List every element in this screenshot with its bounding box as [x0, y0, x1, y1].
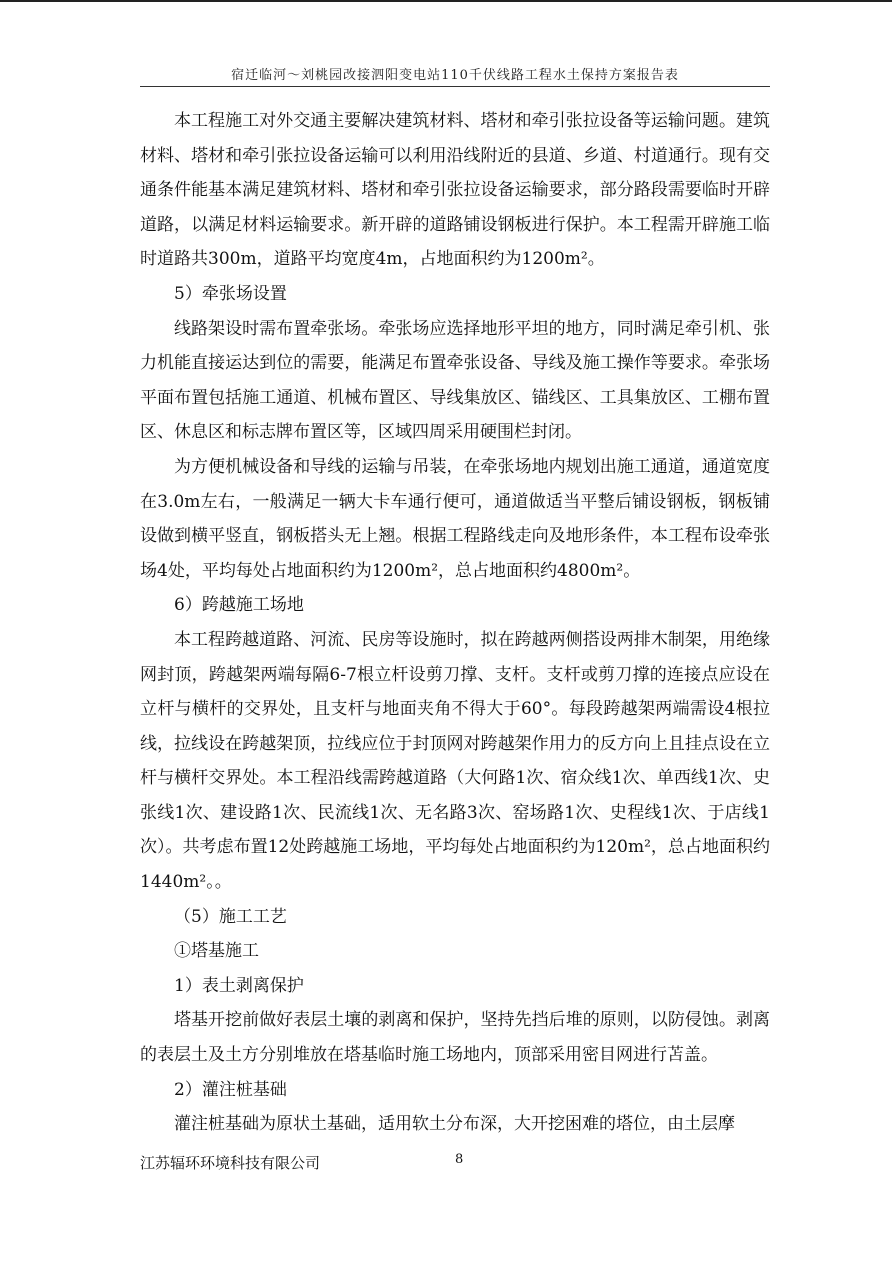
footer-company: 江苏辐环环境科技有限公司 — [140, 1154, 321, 1172]
paragraph-tension-field-layout: 线路架设时需布置牵张场。牵张场应选择地形平坦的地方，同时满足牵引机、张力机能直接运达到位的需要，能满足布置牵张设备、导线及施工操作等要求。牵张场平面布置包括施工通道、机械布置区、导线集放区、锚线区、工具集放区、工棚布置区、休息区和标志牌布置区等，区域四周采用硬围栏封闭。 — [140, 318, 770, 443]
paragraph-topsoil-stripping: 塔基开挖前做好表层土壤的剥离和保护，坚持先挡后堆的原则，以防侵蚀。剥离的表层土及土方分别堆放在塔基临时施工场地内，顶部采用密目网进行苫盖。 — [140, 1010, 770, 1066]
paragraph-crossing-site: 本工程跨越道路、河流、民房等设施时，拟在跨越两侧搭设两排木制架，用绝缘网封顶，跨越架两端每隔6-7根立杆设剪刀撑、支杆。支杆或剪刀撑的连接点应设在立杆与横杆的交界处，且支杆与地面夹角不得大于60°。每段跨越架两端需设4根拉线，拉线设在跨越架顶，拉线应位于封顶网对跨越架作用力的反方向上且挂点设在立杆与横杆交界处。本工程沿线需跨越道路（大何路1次、宿众线1次、单西线1次、史张线1次、建设路1次、民流线1次、无名路3次、窑场路1次、史程线1次、于店线1次）。共考虑布置12处跨越施工场地，平均每处占地面积约为120m²，总占地面积约1440m²。。 — [140, 629, 770, 893]
document-body — [140, 104, 770, 1142]
header-rule — [140, 86, 770, 87]
paragraph-cast-in-place-pile: 灌注桩基础为原状土基础，适用软土分布深，大开挖困难的塔位，由土层摩 — [174, 1114, 735, 1135]
heading-tower-foundation: ①塔基施工 — [174, 941, 259, 962]
heading-construction-process: （5）施工工艺 — [174, 906, 287, 927]
page-top-border — [0, 0, 892, 2]
paragraph-traffic: 本工程施工对外交通主要解决建筑材料、塔材和牵引张拉设备等运输问题。建筑材料、塔材和牵引张拉设备运输可以利用沿线附近的县道、乡道、村道通行。现有交通条件能基本满足建筑材料、塔材和牵引张拉设备运输要求，部分路段需要临时开辟道路，以满足材料运输要求。新开辟的道路铺设钢板进行保护。本工程需开辟施工临时道路共300m，道路平均宽度4m，占地面积约为1200m²。 — [140, 111, 770, 270]
paragraph-tension-field-access: 为方便机械设备和导线的运输与吊装，在牵张场地内规划出施工通道，通道宽度在3.0m左右，一般满足一辆大卡车通行便可，通道做适当平整后铺设钢板，钢板铺设做到横平竖直，钢板搭头无上翘。根据工程路线走向及地形条件，本工程布设牵张场4处，平均每处占地面积约为1200m²，总占地面积约4800m²。 — [140, 456, 770, 581]
heading-tension-field: 5）牵张场设置 — [174, 283, 287, 304]
heading-crossing-site: 6）跨越施工场地 — [174, 595, 304, 616]
heading-topsoil-stripping: 1）表土剥离保护 — [174, 975, 304, 996]
page-header-title: 宿迁临河～刘桃园改接泗阳变电站110千伏线路工程水土保持方案报告表 — [231, 68, 679, 83]
heading-cast-in-place-pile: 2）灌注桩基础 — [174, 1079, 287, 1100]
footer-page-number: 8 — [455, 1152, 464, 1167]
